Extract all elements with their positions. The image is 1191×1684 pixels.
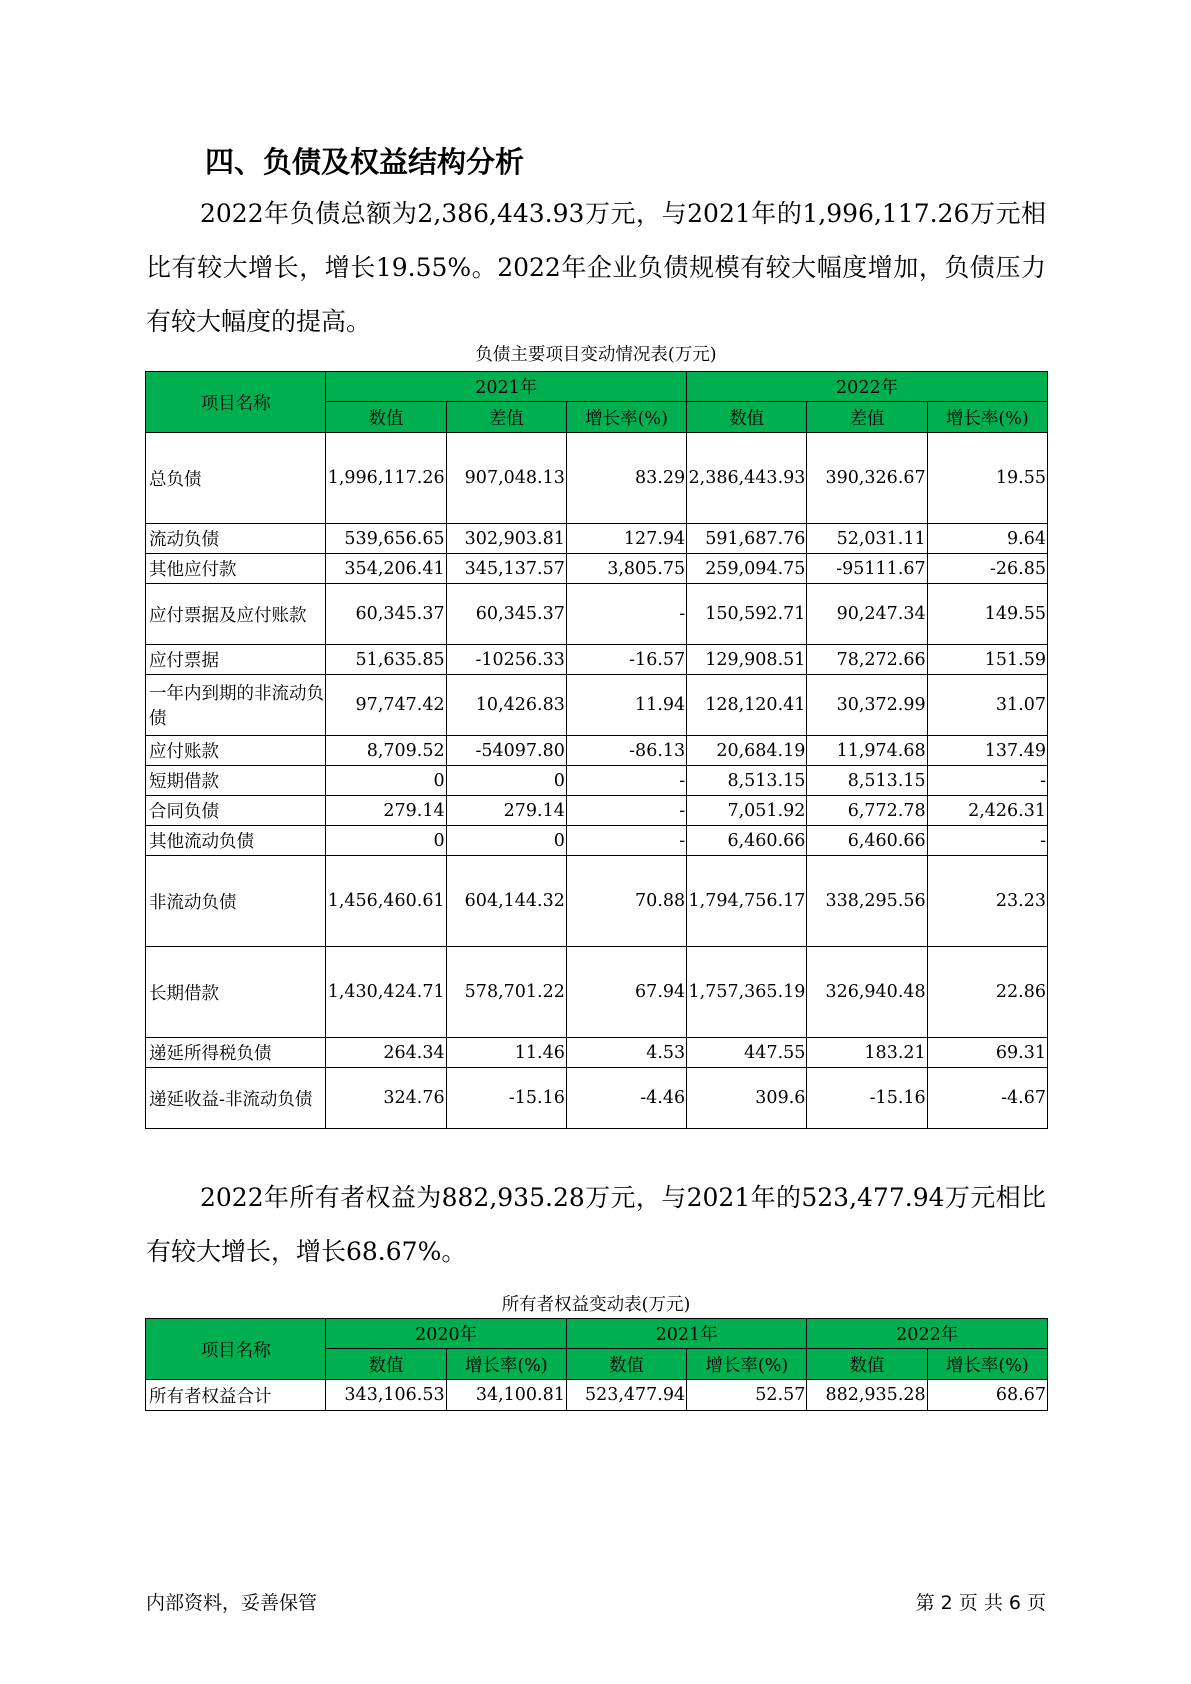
cell-value: -26.85 [927, 554, 1047, 584]
cell-value: -15.16 [446, 1068, 566, 1129]
row-name: 递延所得税负债 [146, 1038, 326, 1068]
cell-value: 447.55 [687, 1038, 807, 1068]
cell-value: 0 [326, 826, 446, 856]
section-heading: 四、负债及权益结构分析 [205, 145, 525, 179]
cell-value: 31.07 [927, 675, 1047, 736]
sub-header: 增长率(%) [566, 402, 686, 433]
sub-header: 差值 [446, 402, 566, 433]
cell-value: 60,345.37 [326, 584, 446, 645]
table-row [146, 554, 1048, 584]
cell-value: -10256.33 [446, 645, 566, 675]
cell-value: 83.29 [566, 433, 686, 524]
cell-value: 345,137.57 [446, 554, 566, 584]
col-header-year-2022: 2022年 [807, 1319, 1048, 1349]
table-row [146, 1038, 1048, 1068]
sub-header: 数值 [326, 402, 446, 433]
paragraph-liabilities-text: 2022年负债总额为2,386,443.93万元，与2021年的1,996,117.26万元相比有较大增长，增长19.55%。2022年企业负债规模有较大幅度增加，负债压力有较大幅度的提高。 [146, 199, 1046, 336]
cell-value: 309.6 [687, 1068, 807, 1129]
cell-value: 0 [326, 766, 446, 796]
table-row [146, 796, 1048, 826]
cell-value: 19.55 [927, 433, 1047, 524]
table-row [146, 947, 1048, 1038]
cell-value: 4.53 [566, 1038, 686, 1068]
cell-value: 0 [446, 766, 566, 796]
row-name: 其他应付款 [146, 554, 326, 584]
cell-value: 10,426.83 [446, 675, 566, 736]
cell-value: 9.64 [927, 524, 1047, 554]
table-row [146, 433, 1048, 524]
cell-value: 151.59 [927, 645, 1047, 675]
table1-caption: 负债主要项目变动情况表(万元) [475, 345, 717, 365]
cell-value: -15.16 [807, 1068, 927, 1129]
col-header-year-2022: 2022年 [687, 372, 1048, 402]
row-name: 合同负债 [146, 796, 326, 826]
cell-value: 78,272.66 [807, 645, 927, 675]
table-row [146, 856, 1048, 947]
row-name: 递延收益-非流动负债 [146, 1068, 326, 1129]
cell-value: -4.67 [927, 1068, 1047, 1129]
col-header-year-2021: 2021年 [566, 1319, 807, 1349]
cell-value: 6,772.78 [807, 796, 927, 826]
cell-value: 68.67 [927, 1380, 1047, 1411]
paragraph-equity-text: 2022年所有者权益为882,935.28万元，与2021年的523,477.94万元相比有较大增长，增长68.67%。 [146, 1183, 1046, 1266]
cell-value: 3,805.75 [566, 554, 686, 584]
equity-table [145, 1318, 1048, 1411]
cell-value: 8,513.15 [807, 766, 927, 796]
cell-value: -4.46 [566, 1068, 686, 1129]
sub-header: 数值 [326, 1349, 446, 1380]
table-row [146, 524, 1048, 554]
row-name: 应付票据及应付账款 [146, 584, 326, 645]
col-header-item-name: 项目名称 [146, 372, 326, 433]
cell-value: 259,094.75 [687, 554, 807, 584]
cell-value: 67.94 [566, 947, 686, 1038]
row-name: 短期借款 [146, 766, 326, 796]
cell-value: 324.76 [326, 1068, 446, 1129]
row-name: 长期借款 [146, 947, 326, 1038]
sub-header: 增长率(%) [927, 1349, 1047, 1380]
table-row [146, 826, 1048, 856]
cell-value: 578,701.22 [446, 947, 566, 1038]
cell-value: 343,106.53 [326, 1380, 446, 1411]
cell-value: 279.14 [326, 796, 446, 826]
cell-value: -16.57 [566, 645, 686, 675]
row-name: 一年内到期的非流动负债 [146, 675, 326, 736]
cell-value: 8,513.15 [687, 766, 807, 796]
table-row [146, 645, 1048, 675]
row-name: 其他流动负债 [146, 826, 326, 856]
cell-value: -86.13 [566, 736, 686, 766]
table2-caption: 所有者权益变动表(万元) [501, 1295, 691, 1315]
cell-value: 6,460.66 [807, 826, 927, 856]
cell-value: 23.23 [927, 856, 1047, 947]
cell-value: - [927, 826, 1047, 856]
cell-value: 97,747.42 [326, 675, 446, 736]
cell-value: 60,345.37 [446, 584, 566, 645]
cell-value: 0 [446, 826, 566, 856]
cell-value: 2,386,443.93 [687, 433, 807, 524]
cell-value: 338,295.56 [807, 856, 927, 947]
cell-value: - [927, 766, 1047, 796]
cell-value: - [566, 826, 686, 856]
cell-value: 51,635.85 [326, 645, 446, 675]
cell-value: 70.88 [566, 856, 686, 947]
cell-value: 390,326.67 [807, 433, 927, 524]
cell-value: 354,206.41 [326, 554, 446, 584]
cell-value: 882,935.28 [807, 1380, 927, 1411]
cell-value: 11.46 [446, 1038, 566, 1068]
sub-header: 数值 [687, 402, 807, 433]
footer-confidential: 内部资料，妥善保管 [146, 1592, 318, 1614]
footer-page-number: 第 2 页 共 6 页 [915, 1592, 1046, 1614]
cell-value: 150,592.71 [687, 584, 807, 645]
sub-header: 差值 [807, 402, 927, 433]
paragraph-equity [146, 1171, 1046, 1279]
cell-value: 907,048.13 [446, 433, 566, 524]
table-row [146, 584, 1048, 645]
cell-value: 11,974.68 [807, 736, 927, 766]
row-name: 总负债 [146, 433, 326, 524]
cell-value: -95111.67 [807, 554, 927, 584]
row-name: 应付账款 [146, 736, 326, 766]
cell-value: 128,120.41 [687, 675, 807, 736]
cell-value: 1,757,365.19 [687, 947, 807, 1038]
cell-value: 279.14 [446, 796, 566, 826]
cell-value: 127.94 [566, 524, 686, 554]
sub-header: 增长率(%) [687, 1349, 807, 1380]
cell-value: 137.49 [927, 736, 1047, 766]
cell-value: 2,426.31 [927, 796, 1047, 826]
sub-header: 数值 [566, 1349, 686, 1380]
cell-value: 11.94 [566, 675, 686, 736]
table-row [146, 1068, 1048, 1129]
cell-value: 7,051.92 [687, 796, 807, 826]
cell-value: 264.34 [326, 1038, 446, 1068]
cell-value: 302,903.81 [446, 524, 566, 554]
row-name: 应付票据 [146, 645, 326, 675]
cell-value: 34,100.81 [446, 1380, 566, 1411]
cell-value: 6,460.66 [687, 826, 807, 856]
cell-value: -54097.80 [446, 736, 566, 766]
cell-value: 52,031.11 [807, 524, 927, 554]
col-header-year-2020: 2020年 [326, 1319, 567, 1349]
table-row [146, 766, 1048, 796]
cell-value: 129,908.51 [687, 645, 807, 675]
cell-value: 90,247.34 [807, 584, 927, 645]
col-header-year-2021: 2021年 [326, 372, 687, 402]
cell-value: 183.21 [807, 1038, 927, 1068]
cell-value: 604,144.32 [446, 856, 566, 947]
cell-value: 326,940.48 [807, 947, 927, 1038]
cell-value: 523,477.94 [566, 1380, 686, 1411]
row-name: 非流动负债 [146, 856, 326, 947]
table-row [146, 675, 1048, 736]
cell-value: 8,709.52 [326, 736, 446, 766]
cell-value: 52.57 [687, 1380, 807, 1411]
sub-header: 增长率(%) [927, 402, 1047, 433]
cell-value: 1,996,117.26 [326, 433, 446, 524]
table-row [146, 736, 1048, 766]
cell-value: 20,684.19 [687, 736, 807, 766]
cell-value: 22.86 [927, 947, 1047, 1038]
sub-header: 增长率(%) [446, 1349, 566, 1380]
row-name: 所有者权益合计 [146, 1380, 326, 1411]
cell-value: 1,456,460.61 [326, 856, 446, 947]
cell-value: - [566, 796, 686, 826]
liabilities-table [145, 371, 1048, 1129]
cell-value: 539,656.65 [326, 524, 446, 554]
paragraph-liabilities [146, 187, 1046, 349]
cell-value: - [566, 766, 686, 796]
cell-value: 149.55 [927, 584, 1047, 645]
cell-value: 69.31 [927, 1038, 1047, 1068]
cell-value: 1,430,424.71 [326, 947, 446, 1038]
col-header-item-name: 项目名称 [146, 1319, 326, 1380]
cell-value: - [566, 584, 686, 645]
cell-value: 1,794,756.17 [687, 856, 807, 947]
sub-header: 数值 [807, 1349, 927, 1380]
cell-value: 30,372.99 [807, 675, 927, 736]
cell-value: 591,687.76 [687, 524, 807, 554]
row-name: 流动负债 [146, 524, 326, 554]
